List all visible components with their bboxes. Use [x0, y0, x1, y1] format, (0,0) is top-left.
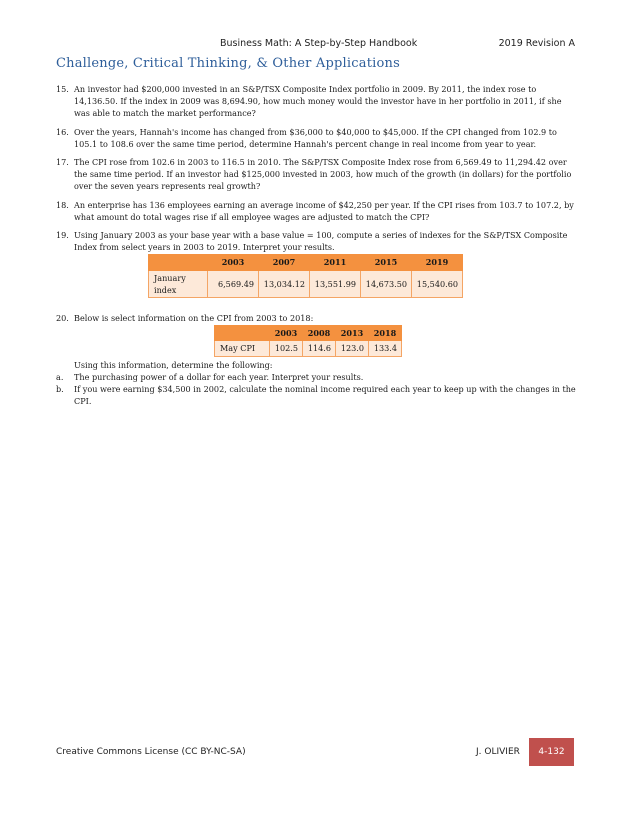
table-row	[215, 341, 402, 356]
problem-text: Using January 2003 as your base year with a base value = 100, compute a series of indexes for the S&P/TSX Composite Index from select years in 2003 to 2019. Interpret your results.	[74, 230, 568, 253]
table-header-cell: 2003	[208, 255, 259, 270]
table-cell: 102.5	[270, 341, 303, 356]
problem-text: An enterprise has 136 employees earning an average income of $42,250 per year. If the CPI rises from 103.7 to 107.2, by what amount do total wages rise if all employee wages are adjusted to match the CPI?	[74, 199, 574, 222]
table-cell: 15,540.60	[412, 270, 463, 297]
problem-20-instruction: Using this information, determine the following:	[74, 359, 273, 370]
cpi-table	[214, 325, 402, 356]
problem-15	[56, 83, 578, 120]
problem-text: The CPI rose from 102.6 in 2003 to 116.5 in 2010. The S&P/TSX Composite Index rose from 6,569.49 to 11,294.42 over the same time period. If an investor had $125,000 invested in 2003, how much of the growth (in dollars) for the portfolio over the seven years represents real growth?	[74, 157, 572, 192]
problem-text: Below is select information on the CPI from 2003 to 2018:	[74, 313, 314, 324]
section-title: Challenge, Critical Thinking, & Other Applications	[56, 56, 400, 71]
table-header-cell: 2007	[259, 255, 310, 270]
problem-text: An investor had $200,000 invested in an S&P/TSX Composite Index portfolio in 2009. By 2011, the index rose to 14,136.50. If the index in 2009 was 8,694.90, how much money would the investor have in her portfolio in 2011, if she was able to match the market performance?	[74, 84, 562, 119]
table-header-cell: 2018	[369, 326, 402, 341]
problem-number: 15.	[56, 84, 69, 94]
sub-question-text: The purchasing power of a dollar for each year. Interpret your results.	[74, 371, 364, 382]
sp-tsx-index-table	[148, 254, 463, 298]
table-cell: 6,569.49	[208, 270, 259, 297]
table-cell: 13,034.12	[259, 270, 310, 297]
table-header-cell: 2015	[361, 255, 412, 270]
table-row-label: January index	[149, 270, 208, 297]
problem-16	[56, 126, 578, 150]
problem-20	[56, 312, 578, 407]
table-header-row	[149, 255, 463, 270]
table-header-cell: 2011	[310, 255, 361, 270]
problem-number: 16.	[56, 126, 69, 137]
table-header-cell: 2013	[336, 326, 369, 341]
table-cell: 123.0	[336, 341, 369, 356]
sub-question-b	[56, 383, 578, 407]
table-header-row	[215, 326, 402, 341]
problem-list	[56, 83, 578, 413]
header-book-title: Business Math: A Step-by-Step Handbook	[220, 38, 418, 49]
table-header-cell: 2019	[412, 255, 463, 270]
table-header-cell: 2003	[270, 326, 303, 341]
table-cell: 133.4	[369, 341, 402, 356]
problem-number: 20.	[56, 313, 69, 324]
sub-question-letter: a.	[56, 371, 64, 382]
table-row	[149, 270, 463, 297]
table-cell: 13,551.99	[310, 270, 361, 297]
table-header-cell	[215, 326, 270, 341]
sub-question-letter: b.	[56, 384, 64, 395]
table-header-cell	[149, 255, 208, 270]
footer-license: Creative Commons License (CC BY-NC-SA)	[56, 747, 246, 757]
problem-18	[56, 199, 578, 223]
problem-number: 17.	[56, 157, 69, 168]
problem-17	[56, 156, 578, 193]
problem-text: Over the years, Hannah's income has changed from $36,000 to $40,000 to $45,000. If the CPI changed from 102.9 to 105.1 to 108.6 over the same time period, determine Hannah's percent change in real income from year to year.	[74, 126, 557, 149]
header-revision: 2019 Revision A	[498, 38, 575, 49]
sub-question-a	[56, 371, 578, 383]
sub-question-text: If you were earning $34,500 in 2002, calculate the nominal income required each year to keep up with the changes in the CPI.	[74, 384, 576, 407]
problem-19	[56, 229, 578, 298]
table-row-label: May CPI	[215, 341, 270, 356]
page-number-badge: 4-132	[529, 738, 574, 766]
problem-number: 19.	[56, 230, 69, 241]
table-cell: 14,673.50	[361, 270, 412, 297]
table-header-cell: 2008	[303, 326, 336, 341]
table-cell: 114.6	[303, 341, 336, 356]
problem-number: 18.	[56, 199, 69, 210]
footer-author: J. OLIVIER	[476, 747, 520, 757]
